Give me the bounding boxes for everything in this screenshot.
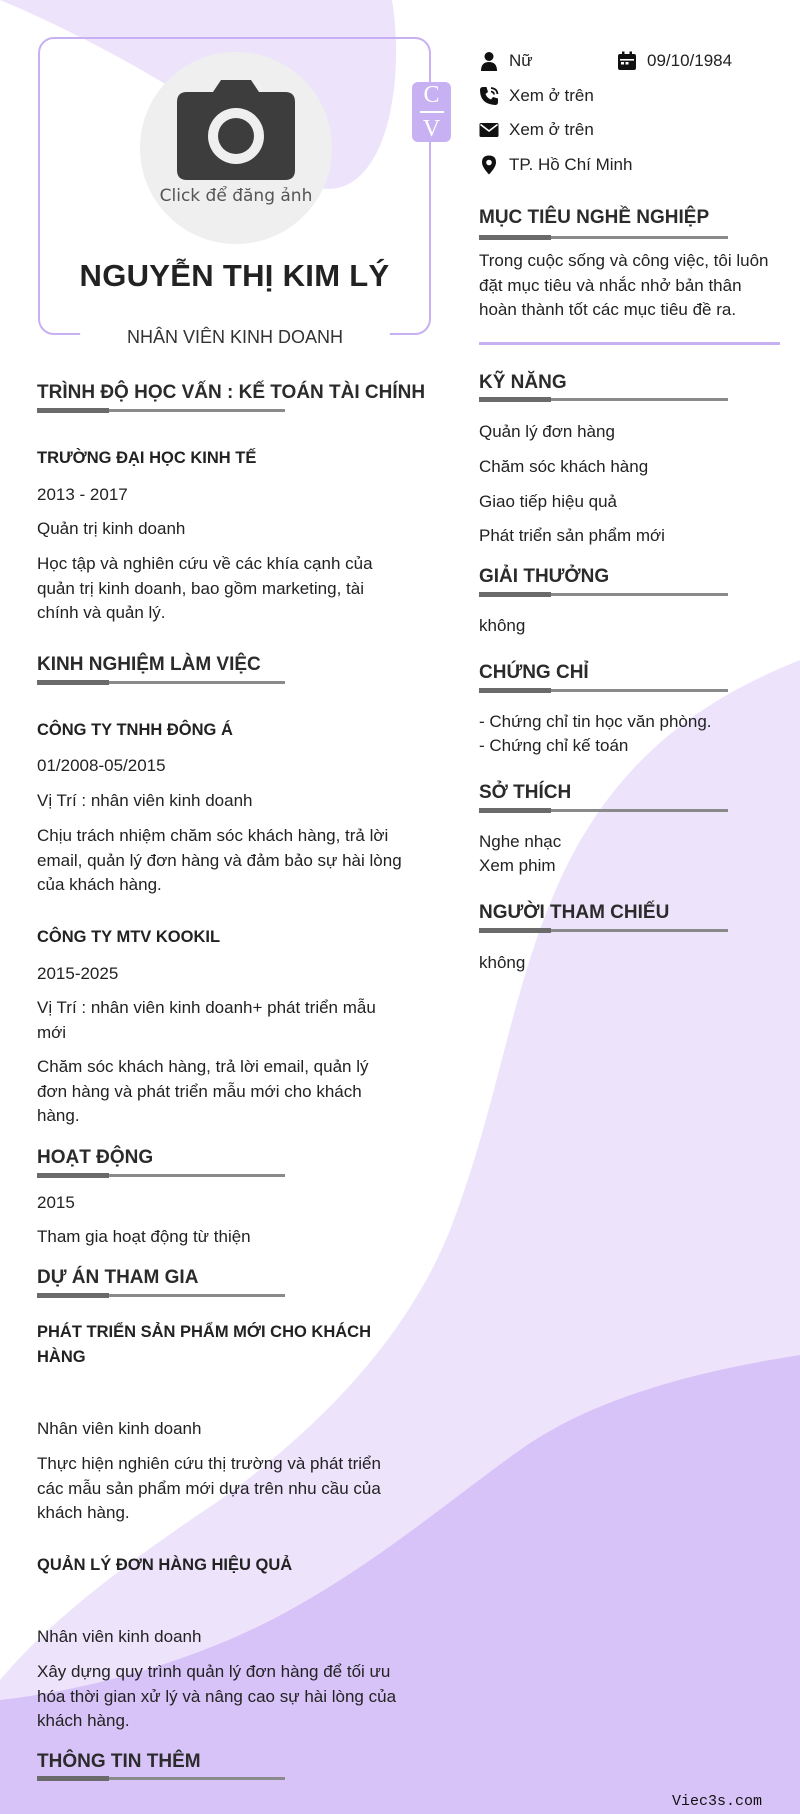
birthday-value: 09/10/1984 bbox=[647, 51, 733, 70]
project-role: Nhân viên kinh doanh bbox=[37, 1627, 202, 1646]
skill-item: Chăm sóc khách hàng bbox=[479, 457, 649, 476]
objective-underline bbox=[479, 236, 728, 239]
candidate-name: NGUYỄN THỊ KIM LÝ bbox=[79, 258, 390, 293]
references-text: không bbox=[479, 953, 526, 972]
projects-title: DỰ ÁN THAM GIA bbox=[37, 1267, 199, 1288]
job-position: Vị Trí : nhân viên kinh doanh+ phát triển mẫu mới bbox=[37, 998, 376, 1042]
education-school: TRƯỜNG ĐẠI HỌC KINH TẾ bbox=[37, 449, 257, 467]
additional-title: THÔNG TIN THÊM bbox=[37, 1751, 201, 1772]
watermark: Viec3s.com bbox=[672, 1793, 763, 1810]
certificates-title: CHỨNG CHỈ bbox=[479, 662, 589, 683]
activity-year: 2015 bbox=[37, 1193, 75, 1212]
calendar-icon bbox=[617, 51, 637, 71]
project-role: Nhân viên kinh doanh bbox=[37, 1419, 202, 1438]
projects-underline bbox=[37, 1294, 285, 1297]
awards-underline bbox=[479, 593, 728, 596]
email-value: Xem ở trên bbox=[509, 120, 594, 139]
education-title: TRÌNH ĐỘ HỌC VẤN : KẾ TOÁN TÀI CHÍNH bbox=[37, 382, 426, 403]
skill-item: Giao tiếp hiệu quả bbox=[479, 492, 617, 511]
camera-icon bbox=[177, 78, 295, 180]
skill-item: Phát triển sản phẩm mới bbox=[479, 526, 665, 545]
awards-text: không bbox=[479, 616, 526, 635]
job-company: CÔNG TY MTV KOOKIL bbox=[37, 928, 221, 946]
education-underline bbox=[37, 409, 285, 412]
contact-birthday bbox=[617, 48, 732, 74]
project-name: PHÁT TRIỂN SẢN PHẨM MỚI CHO KHÁCH HÀNG bbox=[37, 1323, 371, 1366]
references-underline bbox=[479, 929, 728, 932]
references-title: NGƯỜI THAM CHIẾU bbox=[479, 902, 670, 923]
phone-value: Xem ở trên bbox=[509, 86, 594, 105]
activities-title: HOẠT ĐỘNG bbox=[37, 1147, 154, 1168]
hobby-item: Xem phim bbox=[479, 856, 556, 875]
contact-address bbox=[479, 152, 632, 178]
photo-upload[interactable] bbox=[140, 52, 332, 244]
job-period: 2015-2025 bbox=[37, 964, 119, 983]
project-description: Thực hiện nghiên cứu thị trường và phát triển các mẫu sản phẩm mới dựa trên nhu cầu của khách hàng. bbox=[37, 1454, 381, 1522]
experience-title: KINH NGHIỆM LÀM VIỆC bbox=[37, 654, 261, 675]
contact-gender bbox=[479, 48, 533, 74]
hobbies-underline bbox=[479, 809, 728, 812]
skills-underline bbox=[479, 398, 728, 401]
education-years: 2013 - 2017 bbox=[37, 485, 128, 504]
gender-value: Nữ bbox=[509, 51, 533, 70]
hobbies-title: SỞ THÍCH bbox=[479, 782, 572, 803]
job-description: Chịu trách nhiệm chăm sóc khách hàng, trả lời email, quản lý đơn hàng và đảm bảo sự hài lòng của khách hàng. bbox=[37, 826, 402, 894]
project-description: Xây dựng quy trình quản lý đơn hàng để tối ưu hóa thời gian xử lý và nâng cao sự hài lòng của khách hàng. bbox=[37, 1662, 397, 1730]
education-major: Quản trị kinh doanh bbox=[37, 519, 186, 538]
section-divider bbox=[479, 342, 780, 345]
user-icon bbox=[479, 51, 499, 71]
certificate-item: - Chứng chỉ kế toán bbox=[479, 736, 629, 755]
email-icon bbox=[479, 120, 499, 140]
job-period: 01/2008-05/2015 bbox=[37, 756, 166, 775]
cv-badge-top: C bbox=[423, 82, 440, 108]
experience-underline bbox=[37, 681, 285, 684]
location-icon bbox=[479, 155, 499, 175]
cv-badge-bottom: V bbox=[422, 116, 441, 142]
activity-description: Tham gia hoạt động từ thiện bbox=[37, 1227, 251, 1246]
photo-caption: Click để đăng ảnh bbox=[159, 186, 313, 206]
additional-underline bbox=[37, 1777, 285, 1780]
address-value: TP. Hồ Chí Minh bbox=[509, 155, 633, 174]
activities-underline bbox=[37, 1174, 285, 1177]
phone-icon bbox=[479, 86, 499, 106]
job-title: NHÂN VIÊN KINH DOANH bbox=[80, 322, 390, 352]
contact-phone bbox=[479, 83, 594, 109]
objective-title: MỤC TIÊU NGHỀ NGHIỆP bbox=[479, 207, 710, 228]
job-position: Vị Trí : nhân viên kinh doanh bbox=[37, 791, 253, 810]
cv-badge-divider bbox=[420, 111, 444, 113]
objective-text: Trong cuộc sống và công việc, tôi luôn đặt mục tiêu và nhắc nhở bản thân hoàn thành tốt các mục tiêu đề ra. bbox=[479, 251, 769, 319]
skills-title: KỸ NĂNG bbox=[479, 372, 567, 393]
certificate-item: - Chứng chỉ tin học văn phòng. bbox=[479, 712, 712, 731]
hobby-item: Nghe nhạc bbox=[479, 832, 562, 851]
job-company: CÔNG TY TNHH ĐÔNG Á bbox=[37, 721, 233, 739]
education-description: Học tập và nghiên cứu về các khía cạnh của quản trị kinh doanh, bao gồm marketing, tài chính và quản lý. bbox=[37, 554, 373, 622]
certificates-underline bbox=[479, 689, 728, 692]
contact-email bbox=[479, 117, 594, 143]
awards-title: GIẢI THƯỞNG bbox=[479, 566, 610, 587]
job-description: Chăm sóc khách hàng, trả lời email, quản lý đơn hàng và phát triển mẫu mới cho khách hàng. bbox=[37, 1057, 369, 1125]
cv-badge bbox=[412, 82, 451, 142]
skill-item: Quản lý đơn hàng bbox=[479, 422, 615, 441]
project-name: QUẢN LÝ ĐƠN HÀNG HIỆU QUẢ bbox=[37, 1556, 293, 1574]
